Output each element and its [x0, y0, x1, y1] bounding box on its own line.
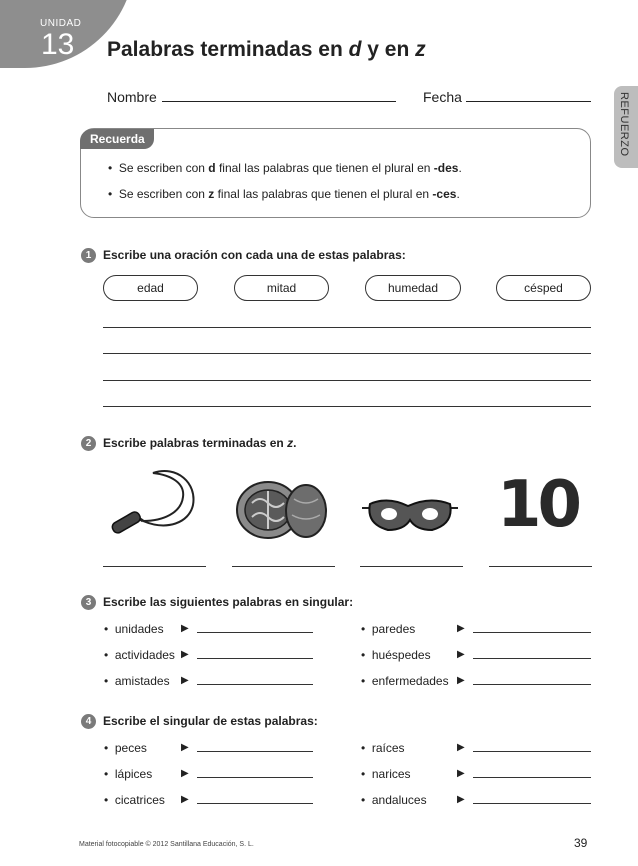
name-label: Nombre [107, 89, 157, 105]
list-item: • andaluces [361, 793, 427, 807]
unit-number: 13 [41, 28, 75, 61]
answer-line[interactable] [489, 566, 592, 567]
word-pill: mitad [234, 275, 329, 301]
walnut-picture [234, 477, 330, 543]
mask-picture [358, 494, 462, 534]
answer-line[interactable] [473, 684, 591, 685]
exercise-3-number: 3 [81, 595, 96, 610]
answer-line[interactable] [232, 566, 335, 567]
answer-line[interactable] [473, 751, 591, 752]
list-item: • lápices [104, 767, 153, 781]
arrow-icon: ▶ [181, 768, 189, 779]
answer-line[interactable] [473, 777, 591, 778]
arrow-icon: ▶ [457, 649, 465, 660]
list-item: • actividades [104, 648, 175, 662]
page-title: Palabras terminadas en d y en z [107, 38, 426, 61]
sickle-picture [105, 465, 200, 545]
arrow-icon: ▶ [181, 742, 189, 753]
copyright-footer: Material fotocopiable © 2012 Santillana Educación, S. L. [79, 841, 254, 848]
exercise-2-instruction: Escribe palabras terminadas en z. [103, 436, 297, 450]
arrow-icon: ▶ [181, 649, 189, 660]
answer-line[interactable] [197, 777, 313, 778]
exercise-2-number: 2 [81, 436, 96, 451]
list-item: • paredes [361, 622, 416, 636]
list-item: • cicatrices [104, 793, 165, 807]
arrow-icon: ▶ [457, 794, 465, 805]
answer-line[interactable] [473, 632, 591, 633]
arrow-icon: ▶ [457, 623, 465, 634]
date-field[interactable] [466, 101, 591, 102]
exercise-3-instruction: Escribe las siguientes palabras en singular: [103, 595, 354, 609]
page-number: 39 [574, 836, 588, 850]
arrow-icon: ▶ [181, 794, 189, 805]
list-item: • huéspedes [361, 648, 431, 662]
number-ten-picture: 10 [497, 468, 579, 542]
answer-line[interactable] [197, 632, 313, 633]
arrow-icon: ▶ [457, 675, 465, 686]
answer-line[interactable] [473, 658, 591, 659]
writing-line[interactable] [103, 353, 591, 354]
unit-label: UNIDAD [40, 18, 82, 29]
reinforcement-tab: REFUERZO [614, 86, 638, 168]
writing-line[interactable] [103, 406, 591, 407]
exercise-4-number: 4 [81, 714, 96, 729]
writing-line[interactable] [103, 380, 591, 381]
answer-line[interactable] [197, 684, 313, 685]
exercise-1-number: 1 [81, 248, 96, 263]
answer-line[interactable] [473, 803, 591, 804]
word-pill: edad [103, 275, 198, 301]
answer-line[interactable] [197, 751, 313, 752]
arrow-icon: ▶ [457, 768, 465, 779]
answer-line[interactable] [197, 658, 313, 659]
answer-line[interactable] [103, 566, 206, 567]
rule-z: • Se escriben con z final las palabras que tienen el plural en -ces. [108, 187, 460, 201]
word-pill: humedad [365, 275, 461, 301]
list-item: • enfermedades [361, 674, 449, 688]
date-label: Fecha [423, 89, 462, 105]
exercise-4-instruction: Escribe el singular de estas palabras: [103, 714, 318, 728]
name-field[interactable] [162, 101, 396, 102]
list-item: • raíces [361, 741, 405, 755]
arrow-icon: ▶ [181, 675, 189, 686]
list-item: • unidades [104, 622, 164, 636]
list-item: • amistades [104, 674, 170, 688]
remember-tab: Recuerda [80, 129, 154, 149]
exercise-1-instruction: Escribe una oración con cada una de estas palabras: [103, 248, 406, 262]
list-item: • narices [361, 767, 411, 781]
writing-line[interactable] [103, 327, 591, 328]
rule-d: • Se escriben con d final las palabras que tienen el plural en -des. [108, 161, 462, 175]
list-item: • peces [104, 741, 147, 755]
arrow-icon: ▶ [457, 742, 465, 753]
arrow-icon: ▶ [181, 623, 189, 634]
answer-line[interactable] [197, 803, 313, 804]
word-pill: césped [496, 275, 591, 301]
answer-line[interactable] [360, 566, 463, 567]
